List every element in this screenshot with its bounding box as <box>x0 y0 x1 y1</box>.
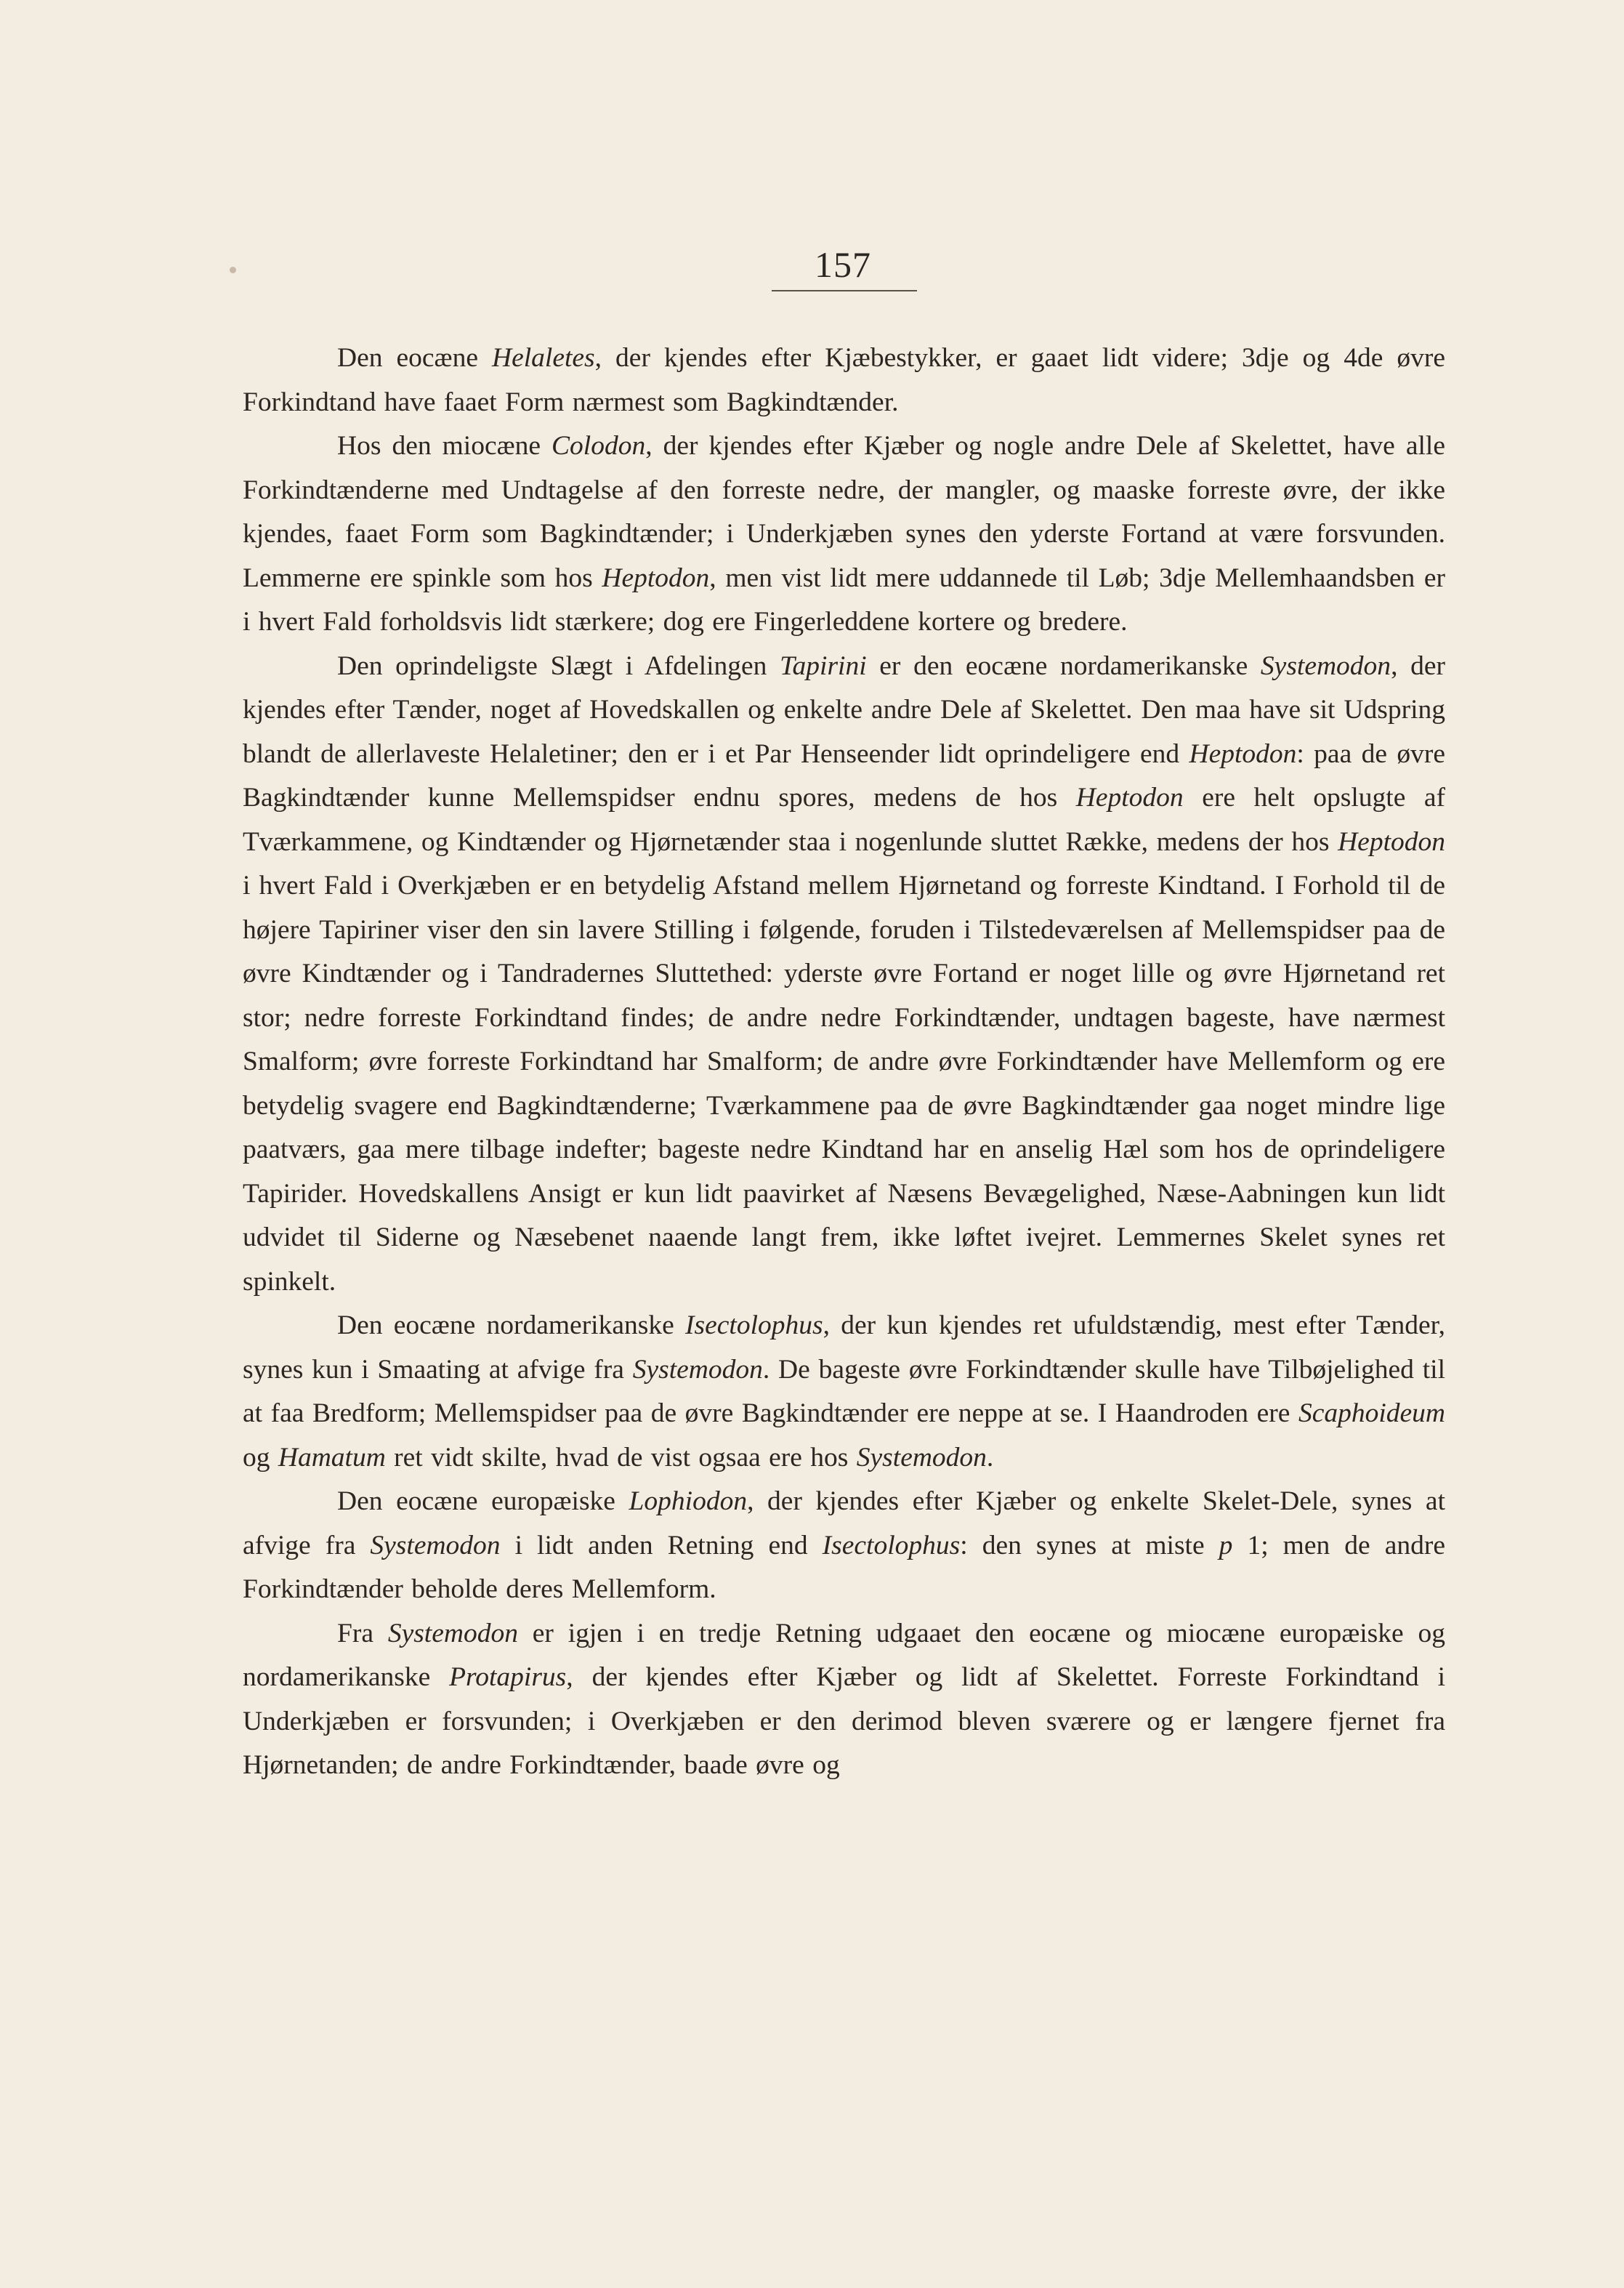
italic-term: Systemodon <box>632 1354 763 1385</box>
text-run: og <box>243 1442 278 1473</box>
paper-speck <box>230 267 236 273</box>
text-run: , der kjendes efter Kjæber og lidt af Skelettet. Forreste Forkindtand i Underkjæben er forsvunden; i Overkjæben er den derimod bleven sværere og er længere fjernet fra Hjørnetanden; de andre Forkindtænder, baade øvre og <box>243 1662 1445 1780</box>
italic-term: Systemodon <box>1260 650 1391 681</box>
italic-term: Heptodon <box>1075 783 1184 813</box>
text-run: Hos den miocæne <box>337 431 552 461</box>
text-run: , der kjendes efter Kjæbestykker, er gaaet lidt videre; 3dje og 4de øvre Forkindtand have faaet Form nærmest som Bagkindtænder. <box>243 343 1446 417</box>
italic-term: Helaletes <box>492 343 595 373</box>
page-number-rule <box>772 290 917 291</box>
text-run: 1; men de andre Forkindtænder beholde deres Mellemform. <box>243 1530 1445 1604</box>
italic-term: Tapirini <box>780 650 867 681</box>
text-run: ere helt opslugte af Tværkammene, og Kindtænder og Hjørnetænder staa i nogenlunde sluttet Række, medens der hos <box>243 783 1445 857</box>
text-run: , der kjendes efter Tænder, noget af Hovedskallen og enkelte andre Dele af Skelettet. Den maa have sit Udspring blandt de allerlaveste Helaletiner; den er i et Par Henseender lidt oprindeligere end <box>243 650 1445 769</box>
italic-term: Isectolophus <box>822 1530 961 1560</box>
text-run: i hvert Fald i Overkjæben er en betydelig Afstand mellem Hjørnetand og forreste Kindtand. I Forhold til de højere Tapiriner viser den sin lavere Stilling i følgende, foruden i Tilstedeværelsen af Mellemspidser paa de øvre Kindtænder og i Tandradernes Sluttethed: yderste øvre Fortand er noget lille og øvre Hjørnetand ret stor; nedre forreste Forkindtand findes; de andre nedre Forkindtænder, undtagen bageste, have nærmest Smalform; øvre forreste Forkindtand har Smalform; de andre øvre Forkindtænder have Mellemform og ere betydelig svagere end Bagkindtænderne; Tværkammene paa de øvre Bagkindtænder gaa noget mindre lige paatværs, gaa mere tilbage indefter; bageste nedre Kindtand har en anselig Hæl som hos de oprindeligere Tapirider. Hovedskallens Ansigt er kun lidt paavirket af Næsens Bevægelighed, Næse-Aabningen kun lidt udvidet til Siderne og Næsebenet naaende langt frem, ikke løftet ivejret. Lemmernes Skelet synes ret spinkelt. <box>243 871 1445 1297</box>
italic-term: Hamatum <box>278 1442 386 1473</box>
text-run: Den oprindeligste Slægt i Afdelingen <box>337 650 780 681</box>
text-run: Den eocæne <box>337 343 493 373</box>
italic-term: Heptodon <box>602 563 710 593</box>
italic-term: Scaphoideum <box>1298 1398 1445 1428</box>
italic-term: Systemodon <box>387 1618 518 1648</box>
text-run: ret vidt skilte, hvad de vist ogsaa ere hos <box>385 1442 857 1473</box>
italic-term: Systemodon <box>856 1442 987 1473</box>
text-run: er den eocæne nordamerikanske <box>866 650 1261 681</box>
italic-term: Heptodon <box>1189 738 1297 769</box>
text-run: , der kjendes efter Kjæber og enkelte Skelet-Dele, synes at afvige fra <box>243 1486 1445 1560</box>
italic-term: Protapirus <box>449 1662 567 1692</box>
paragraph <box>243 1480 1445 1612</box>
text-run: , der kun kjendes ret ufuldstændig, mest efter Tænder, synes kun i Smaating at afvige fra <box>243 1310 1446 1385</box>
text-run: , men vist lidt mere uddannede til Løb; 3dje Mellemhaandsben er i hvert Fald forholdsvis lidt stærkere; dog ere Fingerleddene kortere og bredere. <box>243 563 1446 637</box>
text-run: , der kjendes efter Kjæber og nogle andre Dele af Skelettet, have alle Forkindtænderne med Undtagelse af den forreste nedre, der mangler, og maaske forreste øvre, der ikke kjendes, faaet Form som Bagkindtænder; i Underkjæben synes den yderste Fortand at være forsvunden. Lemmerne ere spinkle som hos <box>243 431 1445 593</box>
text-run: . De bageste øvre Forkindtænder skulle have Tilbøjelighed til at faa Bredform; Mellemspidser paa de øvre Bagkindtænder ere neppe at se. I Haandroden ere <box>243 1354 1445 1428</box>
text-run: . <box>986 1442 994 1473</box>
text-run: : paa de øvre Bagkindtænder kunne Mellemspidser endnu spores, medens de hos <box>243 738 1445 813</box>
italic-term: Heptodon <box>1338 826 1445 857</box>
italic-term: Isectolophus <box>685 1310 823 1340</box>
italic-term: Lophiodon <box>629 1486 748 1516</box>
paragraph <box>243 424 1445 645</box>
text-run: er igjen i en tredje Retning udgaaet den eocæne og miocæne europæiske og nordamerikanske <box>243 1618 1445 1692</box>
page-number: 157 <box>815 244 871 285</box>
italic-term: Systemodon <box>370 1530 501 1560</box>
italic-term: p <box>1219 1530 1233 1560</box>
paragraph <box>243 1612 1445 1788</box>
text-run: Fra <box>337 1618 388 1648</box>
italic-term: Colodon <box>552 431 646 461</box>
paragraph <box>243 1304 1445 1480</box>
paragraph <box>243 337 1445 424</box>
text-run: Den eocæne europæiske <box>337 1486 629 1516</box>
text-run: : den synes at miste <box>960 1530 1219 1560</box>
text-run: i lidt anden Retning end <box>500 1530 823 1560</box>
body-text <box>243 337 1445 1788</box>
paragraph <box>243 645 1445 1305</box>
text-run: Den eocæne nordamerikanske <box>337 1310 686 1340</box>
